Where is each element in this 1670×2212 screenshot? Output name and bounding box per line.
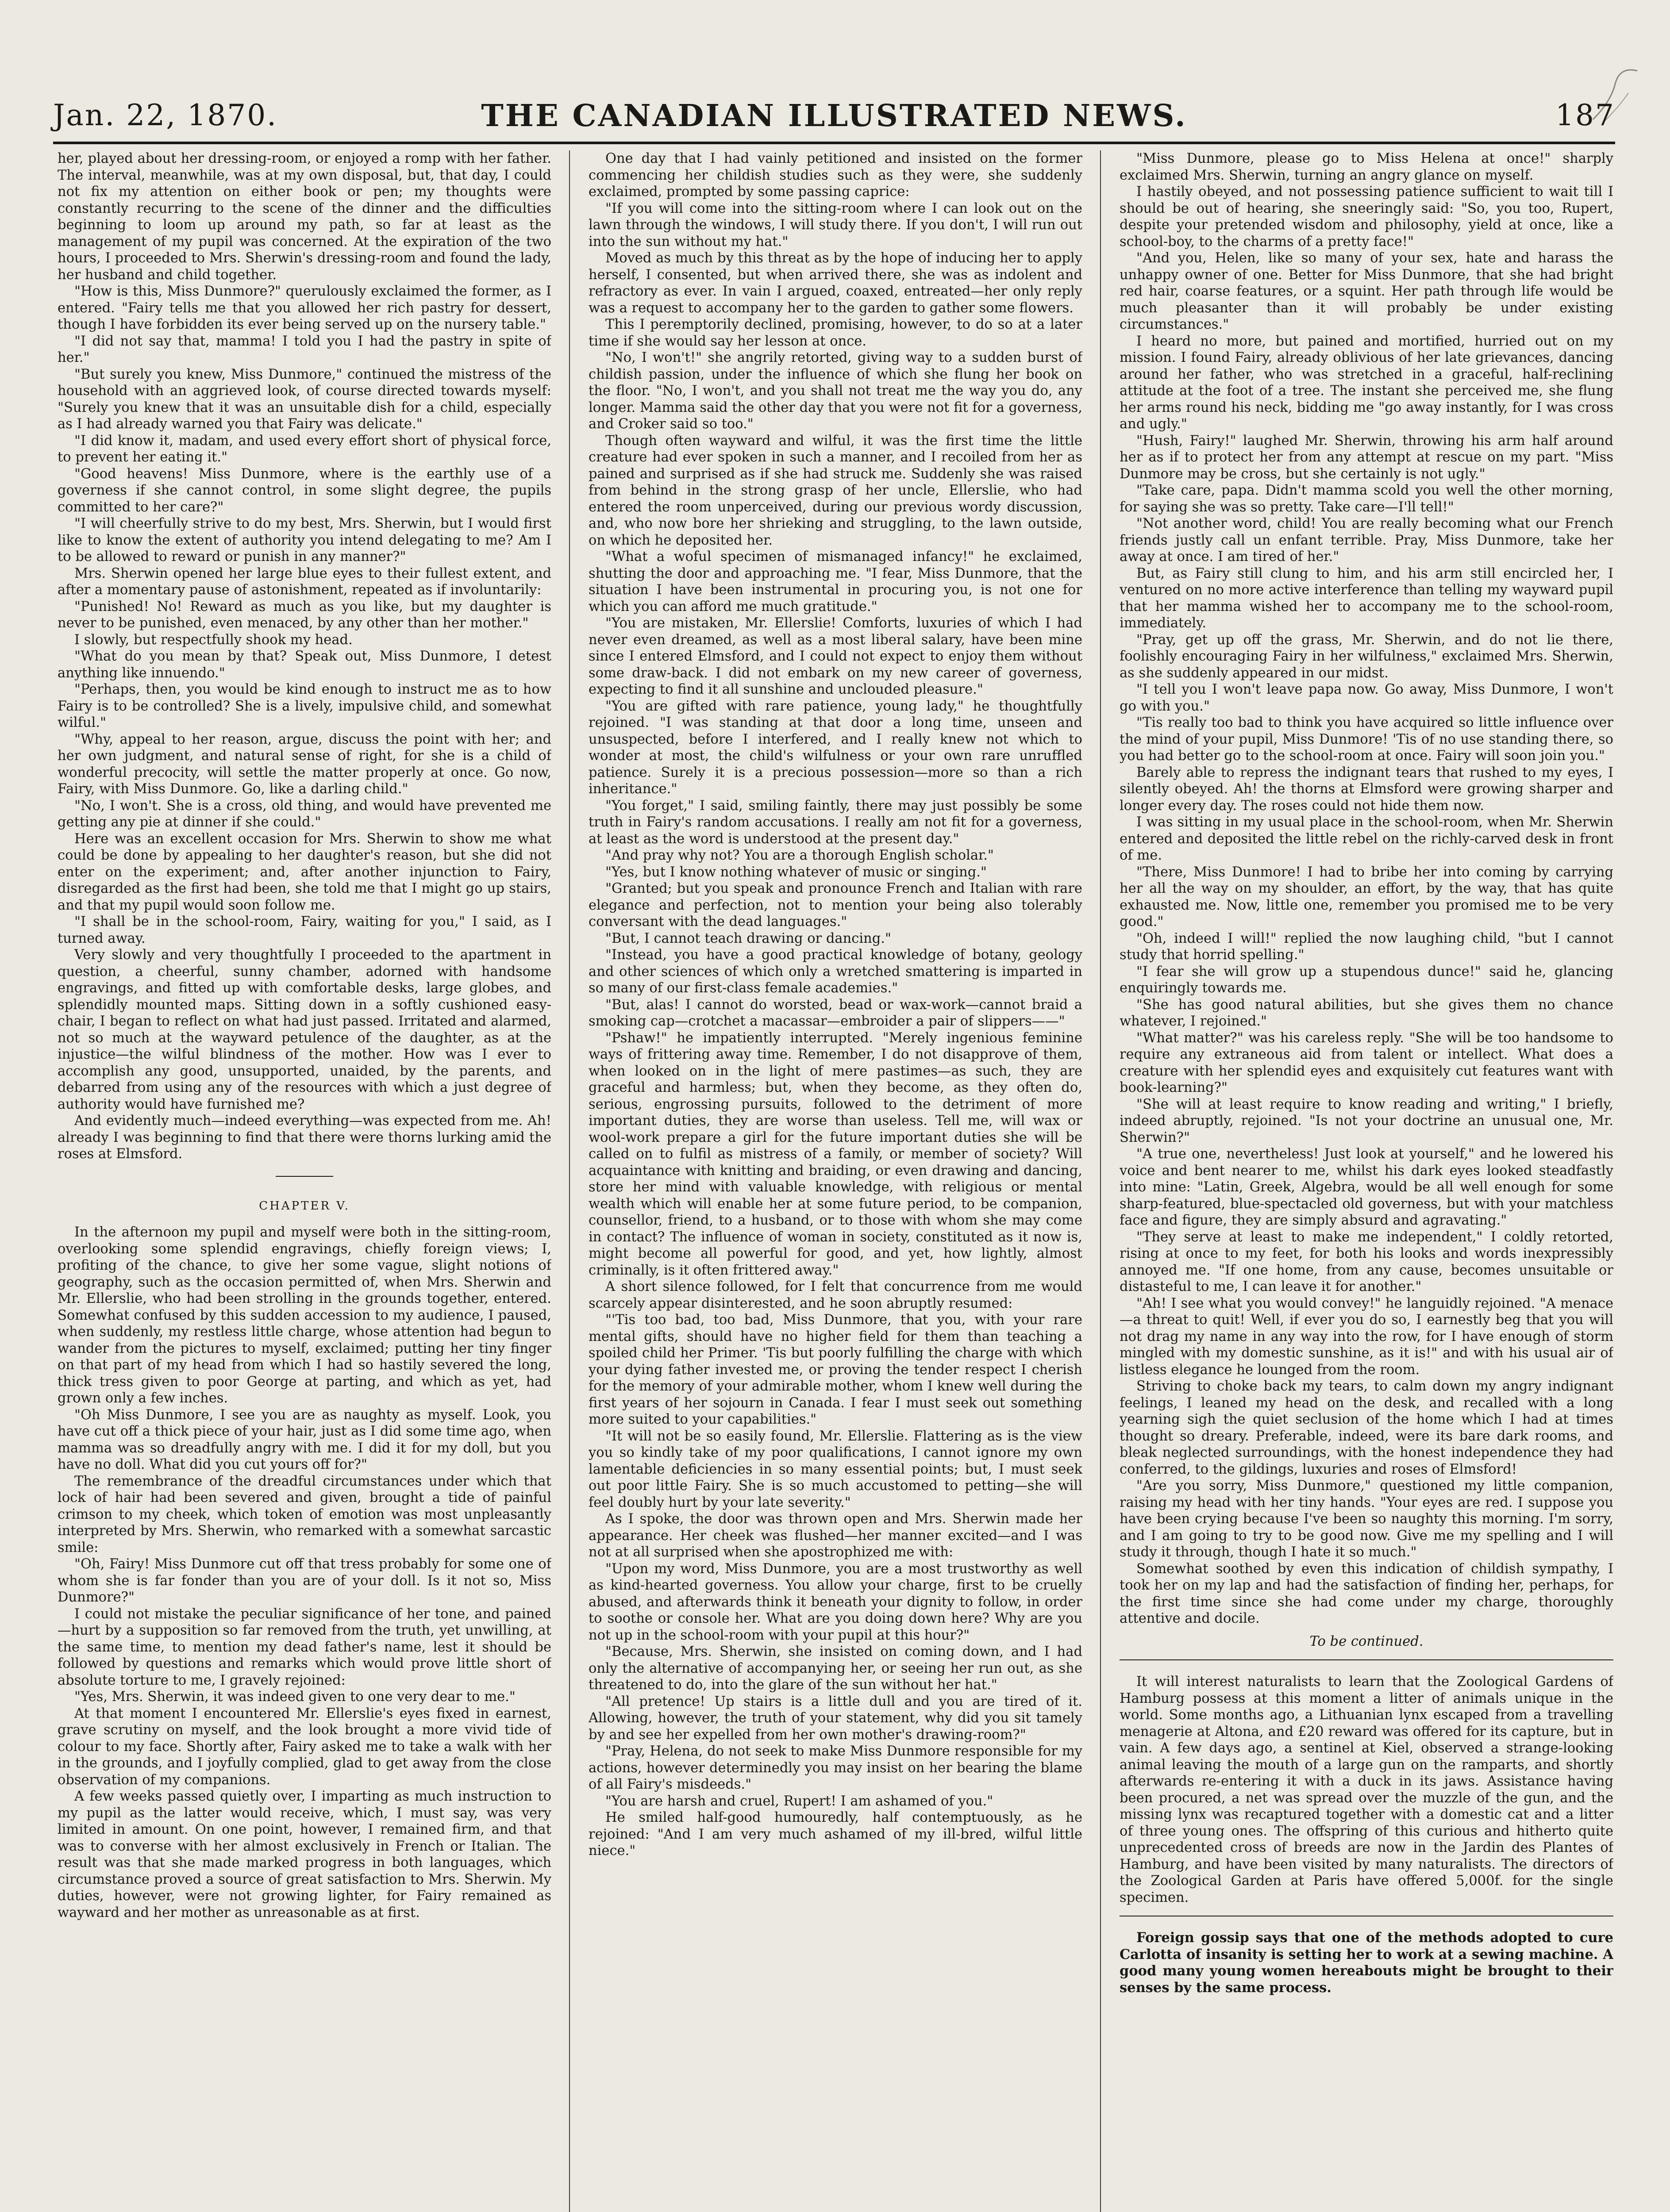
article-separator	[1120, 1659, 1613, 1660]
paragraph: A short silence followed, for I felt that concurrence from me would scarcely appear disinterested, and he soon abruptly resumed:	[589, 1279, 1082, 1311]
paragraph: "Because, Mrs. Sherwin, she insisted on coming down, and I had only the alternative of accompanying her, or seeing her run out, as she threatened to do, into the glare of the sun without her hat."	[589, 1644, 1082, 1693]
paragraph: "Pshaw!" he impatiently interrupted. "Merely ingenious feminine ways of frittering away time. Remember, I do not disapprove of them, when looked on in the light of mere pastimes—as such, they are graceful and harmless; but, when they become, as they often do, serious, engrossing pursuits, followed to the detriment of more important duties, they are worse than useless. Tell me, will wax or wool-work prepare a girl for the future important duties she will be called on to fulfil as mistress of a family, or member of society? Will acquaintance with knitting and braiding, or even drawing and dancing, store her mind with valuable knowledge, with religious or mental wealth which will enable her at some future period, to be companion, counsellor, friend, to a husband, or to those with whom she may come in contact? The influence of woman in society, constituted as it now is, might become all powerful for good, and yet, how lightly, almost criminally, is it often frittered away."	[589, 1030, 1082, 1278]
paragraph: "Pray, get up off the grass, Mr. Sherwin, and do not lie there, foolishly encouraging Fairy in her wilfulness," exclaimed Mrs. Sherwin, as she suddenly appeared in our midst.	[1120, 632, 1613, 681]
paragraph: Barely able to repress the indignant tears that rushed to my eyes, I silently obeyed. Ah! the thorns at Elmsford were growing sharper and longer every day. The roses could not hide them now.	[1120, 764, 1613, 814]
paragraph: As I spoke, the door was thrown open and Mrs. Sherwin made her appearance. Her cheek was flushed—her manner excited—and I was not at all surprised when she apostrophized me with:	[589, 1511, 1082, 1560]
header-rule	[53, 142, 1615, 144]
paragraph: "Miss Dunmore, please go to Miss Helena at once!" sharply exclaimed Mrs. Sherwin, turning an angry glance on myself.	[1120, 151, 1613, 183]
paragraph: "Oh Miss Dunmore, I see you are as naughty as myself. Look, you have cut off a thick piece of your hair, just as I did some time ago, when mamma was so dreadfully angry with me. I did it for my doll, but you have no doll. What did you cut yours off for?"	[58, 1407, 551, 1472]
paragraph: He smiled half-good humouredly, half contemptuously, as he rejoined: "And I am very much ashamed of my ill-bred, wilful little niece."	[589, 1810, 1082, 1859]
paragraph: "I did not say that, mamma! I told you I had the pastry in spite of her."	[58, 333, 551, 365]
paragraph: I hastily obeyed, and not possessing patience sufficient to wait till I should be out of hearing, she sneeringly said: "So, you too, Rupert, despite your pretended wisdom and philosophy, yield at once, like a school-boy, to the charms of a pretty face!"	[1120, 184, 1613, 250]
paragraph: And evidently much—indeed everything—was expected from me. Ah! already I was beginning to find that there were thorns lurking amid the roses at Elmsford.	[58, 1113, 551, 1162]
paragraph: I slowly, but respectfully shook my head.	[74, 632, 353, 648]
paragraph: "Punished! No! Reward as much as you like, but my daughter is never to be punished, even menaced, by any other than her mother."	[58, 599, 551, 631]
paragraph: "Oh, Fairy! Miss Dunmore cut off that tress probably for some one of whom she is far fonder than you are of your doll. Is it not so, Miss Dunmore?"	[58, 1556, 551, 1605]
paragraph: "I did know it, madam, and used every effort short of physical force, to prevent her eating it."	[58, 433, 551, 465]
paragraph: "Take care, papa. Didn't mamma scold you well the other morning, for saying she was so pretty. Take care—I'll tell!"	[1120, 483, 1613, 515]
paragraph: Here was an excellent occasion for Mrs. Sherwin to show me what could be done by appealing to her daughter's reason, but she did not enter on the experiment; and, after another injunction to Fairy, disregarded as the first had been, she told me that I might go up stairs, and that my pupil would soon follow me.	[58, 831, 551, 913]
news-item-gossip	[1120, 1930, 1613, 1996]
paragraph: "Upon my word, Miss Dunmore, you are a most trustworthy as well as kind-hearted governess. You allow your charge, first to be cruelly abused, and afterwards think it beneath your dignity to follow, in order to soothe or console her. What are you doing down here? Why are you not up in the school-room with your pupil at this hour?"	[589, 1561, 1082, 1643]
paragraph: "I shall be in the school-room, Fairy, waiting for you," I said, as I turned away.	[58, 914, 551, 946]
paragraph: "Instead, you have a good practical knowledge of botany, geology and other sciences of which only a wretched smattering is imparted in so many of our first-class female academies."	[589, 947, 1082, 996]
paragraph: "All pretence! Up stairs is a little dull and you are tired of it. Allowing, however, the truth of your statement, why did you sit tamely by and see her expelled from her own mother's drawing-room?"	[589, 1694, 1082, 1743]
story-text	[58, 1224, 551, 1921]
paragraph: "Not another word, child! You are really becoming what our French friends justly call un enfant terrible. Pray, Miss Dunmore, take her away at once. I am tired of her."	[1120, 516, 1613, 565]
story-text	[1120, 150, 1613, 1627]
paragraph: It will interest naturalists to learn that the Zoological Gardens of Hamburg possess at this moment a litter of animals unique in the world. Some months ago, a Lithuanian lynx escaped from a travelling menagerie at Altona, and £20 reward was offered for its capture, but in vain. A few days ago, a sentinel at Kiel, observed a strange-looking animal leaving the mouth of a large gun on the ramparts, and shortly afterwards re-entering it with a duck in its jaws. Assistance having been procured, a net was spread over the muzzle of the gun, and the missing lynx was recaptured together with a domestic cat and a litter of three young ones. The offspring of this curious and hitherto quite unprecedented cross of breeds are now in the Jardin des Plantes of Hamburg, and have been visited by many naturalists. The directors of the Zoological Garden at Paris have offered 5,000f. for the single specimen.	[1120, 1674, 1613, 1905]
paragraph: "No, I won't. She is a cross, old thing, and would have prevented me getting any pie at dinner if she could."	[58, 798, 551, 830]
masthead-title: THE CANADIAN ILLUSTRATED NEWS.	[481, 98, 1187, 134]
paragraph: "What a woful specimen of mismanaged infancy!" he exclaimed, shutting the door and approaching me. "I fear, Miss Dunmore, that the situation I have been instrumental in procuring you, is not one for which you can afford me much gratitude."	[589, 549, 1082, 614]
paragraph: Mrs. Sherwin opened her large blue eyes to their fullest extent, and after a momentary pause of astonishment, repeated as if involuntarily:	[58, 565, 551, 598]
column-2	[589, 150, 1082, 2212]
paragraph: "Hush, Fairy!" laughed Mr. Sherwin, throwing his arm half around her as if to protect her from any attempt at rescue on my part. "Miss Dunmore may be cross, but she certainly is not ugly."	[1120, 433, 1613, 482]
paragraph: her, played about her dressing-room, or enjoyed a romp with her father. The interval, meanwhile, was at my own disposal, but, that day, I could not fix my attention on either book or pen; my thoughts were constantly recurring to the scene of the dinner and the difficulties beginning to loom up around my path, so far at least as the management of my pupil was concerned. At the expiration of the two hours, I proceeded to Mrs. Sherwin's dressing-room and found the lady, her husband and child together.	[58, 151, 551, 283]
paragraph: At that moment I encountered Mr. Ellerslie's eyes fixed in earnest, grave scrutiny on myself, and the look brought a more vivid tide of colour to my face. Shortly after, Fairy asked me to take a walk with her in the grounds, and I joyfully complied, glad to get away from the close observation of my companions.	[58, 1705, 551, 1788]
paragraph: "If you will come into the sitting-room where I can look out on the lawn through the windows, I will study there. If you don't, I will run out into the sun without my hat."	[589, 200, 1082, 250]
story-text	[58, 150, 551, 1163]
paragraph: In the afternoon my pupil and myself were both in the sitting-room, overlooking some splendid engravings, chiefly foreign views; I, profiting of the chance, to give her some vague, slight notions of geography, such as the occasion permitted of, when Mrs. Sherwin and Mr. Ellerslie, who had been strolling in the grounds together, entered. Somewhat confused by this sudden accession to my audience, I paused, when suddenly, my restless little charge, whose attention had begun to wander from the pictures to myself, exclaimed; putting her tiny finger on that part of my head from which I had so hastily severed the long, thick tress given to poor George at parting, and which as yet, had grown only a few inches.	[58, 1225, 551, 1406]
paragraph: Though often wayward and wilful, it was the first time the little creature had ever spoken in such a manner, and I recoiled from her as pained and surprised as if she had struck me. Suddenly she was raised from behind in the strong grasp of her uncle, Ellerslie, who had entered the room unperceived, during our previous wordy discussion, and, who now bore her shrieking and struggling, to the lawn outside, on which he deposited her.	[589, 433, 1082, 548]
column-divider	[569, 150, 570, 2212]
paragraph: Somewhat soothed by even this indication of childish sympathy, I took her on my lap and had the satisfaction of finding her, perhaps, for the first time since she had come under my charge, thoroughly attentive and docile.	[1120, 1561, 1613, 1626]
paragraph: "There, Miss Dunmore! I had to bribe her into coming by carrying her all the way on my shoulder, an effort, by the way, that has quite exhausted me. Now, little one, remember you promised me to be very good."	[1120, 864, 1613, 929]
paragraph: "You forget," I said, smiling faintly, there may just possibly be some truth in Fairy's random accusations. I really am not fit for a governess, at least as the word is understood at the present day."	[589, 798, 1082, 847]
paragraph: A few weeks passed quietly over, I imparting as much instruction to my pupil as the latter would receive, which, I must say, was very limited in amount. On one point, however, I remained firm, and that was to converse with her almost exclusively in French or Italian. The result was that she made marked progress in both languages, which circumstance proved a source of great satisfaction to Mrs. Sherwin. My duties, however, were not growing lighter, for Fairy remained as wayward and her mother as unreasonable as at first.	[58, 1789, 551, 1920]
paragraph: "Perhaps, then, you would be kind enough to instruct me as to how Fairy is to be controlled? She is a lively, impulsive child, and somewhat wilful."	[58, 682, 551, 730]
paragraph: "And pray why not? You are a thorough English scholar."	[605, 848, 994, 863]
story-text	[589, 150, 1082, 1859]
paragraph: Moved as much by this threat as by the hope of inducing her to apply herself, I consented, but when arrived there, she was as indolent and refractory as ever. In vain I argued, coaxed, entreated—her only reply was a request to accompany her to the garden to gather some flowers.	[589, 250, 1082, 316]
page-number: 187	[1555, 98, 1615, 132]
paragraph: I heard no more, but pained and mortified, hurried out on my mission. I found Fairy, already oblivious of her late grievances, dancing around her father, who was stretched in a graceful, half-reclining attitude at the foot of a tree. The instant she perceived me, she flung her arms round his neck, bidding me "go away instantly, for I was cross and ugly."	[1120, 333, 1613, 432]
paragraph: "And you, Helen, like so many of your sex, hate and harass the unhappy owner of one. Better for Miss Dunmore, that she had bright red hair, coarse features, or a squint. Her path through life would be much pleasanter than it will probably be under existing circumstances."	[1120, 250, 1613, 332]
paragraph: "Why, appeal to her reason, argue, discuss the point with her; and her own judgment, and natural sense of right, for she is a child of wonderful precocity, will settle the matter properly at once. Go now, Fairy, with Miss Dunmore. Go, like a darling child."	[58, 731, 551, 797]
paragraph: "Oh, indeed I will!" replied the now laughing child, "but I cannot study that horrid spelling."	[1120, 930, 1613, 963]
paragraph: This I peremptorily declined, promising, however, to do so at a later time if she would say her lesson at once.	[589, 317, 1082, 349]
paragraph: "Yes, Mrs. Sherwin, it was indeed given to one very dear to me."	[74, 1689, 516, 1705]
paragraph: "But, alas! I cannot do worsted, bead or wax-work—cannot braid a smoking cap—crotchet a macassar—embroider a pair of slippers——"	[589, 997, 1082, 1029]
paragraph: I was sitting in my usual place in the school-room, when Mr. Sherwin entered and deposited the little rebel on the richly-carved desk in front of me.	[1120, 814, 1613, 863]
paragraph: "You are harsh and cruel, Rupert! I am ashamed of you."	[605, 1793, 993, 1809]
paragraph: I could not mistake the peculiar significance of her tone, and pained—hurt by a supposition so far removed from the truth, yet unwilling, at the same time, to mention my dead father's name, lest it should be followed by questions and remarks which would prove little short of absolute torture to me, I gravely rejoined:	[58, 1606, 551, 1688]
section-rule	[276, 1176, 333, 1177]
paragraph: "But, I cannot teach drawing or dancing."	[605, 930, 891, 946]
paragraph: "They serve at least to make me independent," I coldly retorted, rising at once to my feet, for both his looks and words inexpressibly annoyed me. "If one home, from any cause, becomes unsuitable or distasteful to me, I can leave it for another."	[1120, 1229, 1613, 1294]
paragraph: "Are you sorry, Miss Dunmore," questioned my little companion, raising my head with her tiny hands. "Your eyes are red. I suppose you have been crying because I've been so naughty this morning. I'm sorry, and I am going to try to be good now. Give me my spelling and I will study it through, though I hate it so much."	[1120, 1478, 1613, 1560]
paragraph: Foreign gossip says that one of the methods adopted to cure Carlotta of insanity is setting her to work at a sewing machine. A good many young women hereabouts might be brought to their senses by the same process.	[1120, 1930, 1613, 1996]
paragraph: "Yes, but I know nothing whatever of music or singing."	[605, 864, 987, 880]
paragraph: "Granted; but you speak and pronounce French and Italian with rare elegance and perfection, not to mention your being also tolerably conversant with the dead languages."	[589, 881, 1082, 929]
paragraph: "Ah! I see what you would convey!" he languidly rejoined. "A menace—a threat to quit! Well, if ever you do so, I earnestly beg that you will not drag my name in any way into the row, for I have enough of storm mingled with my domestic sunshine, as it is!" and with his usual air of listless elegance he lounged from the room.	[1120, 1295, 1613, 1378]
paragraph: "I will cheerfully strive to do my best, Mrs. Sherwin, but I would first like to know the extent of authority you intend delegating to me? Am I to be allowed to reward or punish in any manner?"	[58, 516, 551, 565]
news-item-lynx	[1120, 1674, 1613, 1906]
paragraph: "How is this, Miss Dunmore?" querulously exclaimed the former, as I entered. "Fairy tells me that you allowed her rich pastry for dessert, though I have forbidden its ever being served up on the nursery table."	[58, 284, 551, 332]
column-divider	[1100, 150, 1101, 2212]
paragraph: "Tis really too bad to think you have acquired so little influence over the mind of your pupil, Miss Dunmore! 'Tis of no use standing there, so you had better go to the school-room at once. Fairy will soon join you."	[1120, 715, 1613, 764]
paragraph: But, as Fairy still clung to him, and his arm still encircled her, I ventured on no more active interference than telling my wayward pupil that her mamma wished her to accompany me to the school-room, immediately.	[1120, 565, 1613, 631]
paragraph: "What do you mean by that? Speak out, Miss Dunmore, I detest anything like innuendo."	[58, 649, 551, 681]
paragraph: Very slowly and very thoughtfully I proceeded to the apartment in question, a cheerful, sunny chamber, adorned with handsome engravings, and fitted up with comfortable desks, large globes, and splendidly mounted maps. Sitting down in a softly cushioned easy-chair, I began to reflect on what had just passed. Irritated and alarmed, not so much at the wayward petulence of the daughter, as at the injustice—the wilful blindness of the mother. How was I ever to accomplish any good, unsupported, unaided, by the parents, and debarred from using any of the resources with which a just degree of authority would have furnished me?	[58, 947, 551, 1112]
paragraph: "Pray, Helena, do not seek to make Miss Dunmore responsible for my actions, however determinedly you may insist on her bearing the blame of all Fairy's misdeeds."	[589, 1743, 1082, 1792]
paragraph: The remembrance of the dreadful circumstances under which that lock of hair had been severed and given, brought a tide of painful crimson to my cheek, which token of emotion was most unpleasantly interpreted by Mrs. Sherwin, who remarked with a somewhat sarcastic smile:	[58, 1473, 551, 1555]
paragraph: Striving to choke back my tears, to calm down my angry indignant feelings, I leaned my head on the desk, and recalled with a long yearning sigh the quiet seclusion of the home which I had at times thought so dreary. Preferable, indeed, were its bare dark rooms, and bleak neglected surroundings, with the honest independence they had conferred, to the gildings, luxuries and roses of Elmsford!	[1120, 1379, 1613, 1477]
paragraph: "But surely you knew, Miss Dunmore," continued the mistress of the household with an aggrieved look, of course directed towards myself: "Surely you knew that it was an unsuitable dish for a child, especially as I had already warned you that Fairy was delicate."	[58, 366, 551, 432]
issue-date: Jan. 22, 1870.	[53, 98, 278, 132]
paragraph: "It will not be so easily found, Mr. Ellerslie. Flattering as is the view you so kindly take of my poor qualifications, I cannot ignore my own lamentable deficiencies in so many essential points; but, I must seek out poor little Fairy. She is so much accustomed to petting—she will feel doubly hurt by your late severity."	[589, 1428, 1082, 1510]
paragraph: "You are mistaken, Mr. Ellerslie! Comforts, luxuries of which I had never even dreamed, as well as a most liberal salary, have been mine since I entered Elmsford, and I could not expect to enjoy them without some draw-back. I did not embark on my new career of governess, expecting to find it all sunshine and unclouded pleasure."	[589, 615, 1082, 697]
paragraph: "She has good natural abilities, but she gives them no chance whatever, I rejoined."	[1120, 997, 1613, 1029]
paragraph: "'Tis too bad, too bad, Miss Dunmore, that you, with your rare mental gifts, should have no higher field for them than teaching a spoiled child her Primer. 'Tis but poorly fulfilling the charge with which your dying father invested me, or proving the tender respect I cherish for the memory of your admirable mother, whom I knew well during the first years of her sojourn in Canada. I fear I must seek out something more suited to your capabilities."	[589, 1312, 1082, 1427]
paragraph: "No, I won't!" she angrily retorted, giving way to a sudden burst of childish passion, under the influence of which she flung her book on the floor. "No, I won't, and you shall not treat me the way you do, any longer. Mamma said the other day that you were not fit for a governess, and Croker said so too."	[589, 350, 1082, 432]
paragraph: "She will at least require to know reading and writing," I briefly, indeed abruptly, rejoined. "Is not your doctrine an unusual one, Mr. Sherwin?"	[1120, 1096, 1613, 1145]
chapter-heading: CHAPTER V.	[259, 1199, 350, 1213]
paragraph: "You are gifted with rare patience, young lady," he thoughtfully rejoined. "I was standing at that door a long time, unseen and unsuspected, before I interfered, and I really knew not which to wonder at most, the child's wilfulness or your own rare unruffled patience. Surely it is a precious possession—more so than a rich inheritance."	[589, 698, 1082, 797]
paragraph: "I fear she will grow up a stupendous dunce!" said he, glancing enquiringly towards me.	[1120, 964, 1613, 996]
to-be-continued: To be continued.	[1309, 1633, 1424, 1649]
paragraph: One day that I had vainly petitioned and insisted on the former commencing her childish studies such as they were, she suddenly exclaimed, prompted by some passing caprice:	[589, 151, 1082, 200]
paragraph: "What matter?" was his careless reply. "She will be too handsome to require any extraneous aid from talent or intellect. What does a creature with her splendid eyes and exquisitely cut features want with book-learning?"	[1120, 1030, 1613, 1095]
paragraph: "I tell you I won't leave papa now. Go away, Miss Dunmore, I won't go with you."	[1120, 682, 1613, 714]
paragraph: "Good heavens! Miss Dunmore, where is the earthly use of a governess if she cannot control, in some slight degree, the pupils committed to her care?"	[58, 466, 551, 515]
column-1	[58, 150, 551, 2212]
paragraph: "A true one, nevertheless! Just look at yourself," and he lowered his voice and bent nearer to me, whilst his dark eyes looked steadfastly into mine: "Latin, Greek, Algebra, would be all well enough for some sharp-featured, blue-spectacled old governess, but with your matchless face and figure, they are simply absurd and agravating."	[1120, 1146, 1613, 1228]
column-3	[1120, 150, 1613, 2212]
